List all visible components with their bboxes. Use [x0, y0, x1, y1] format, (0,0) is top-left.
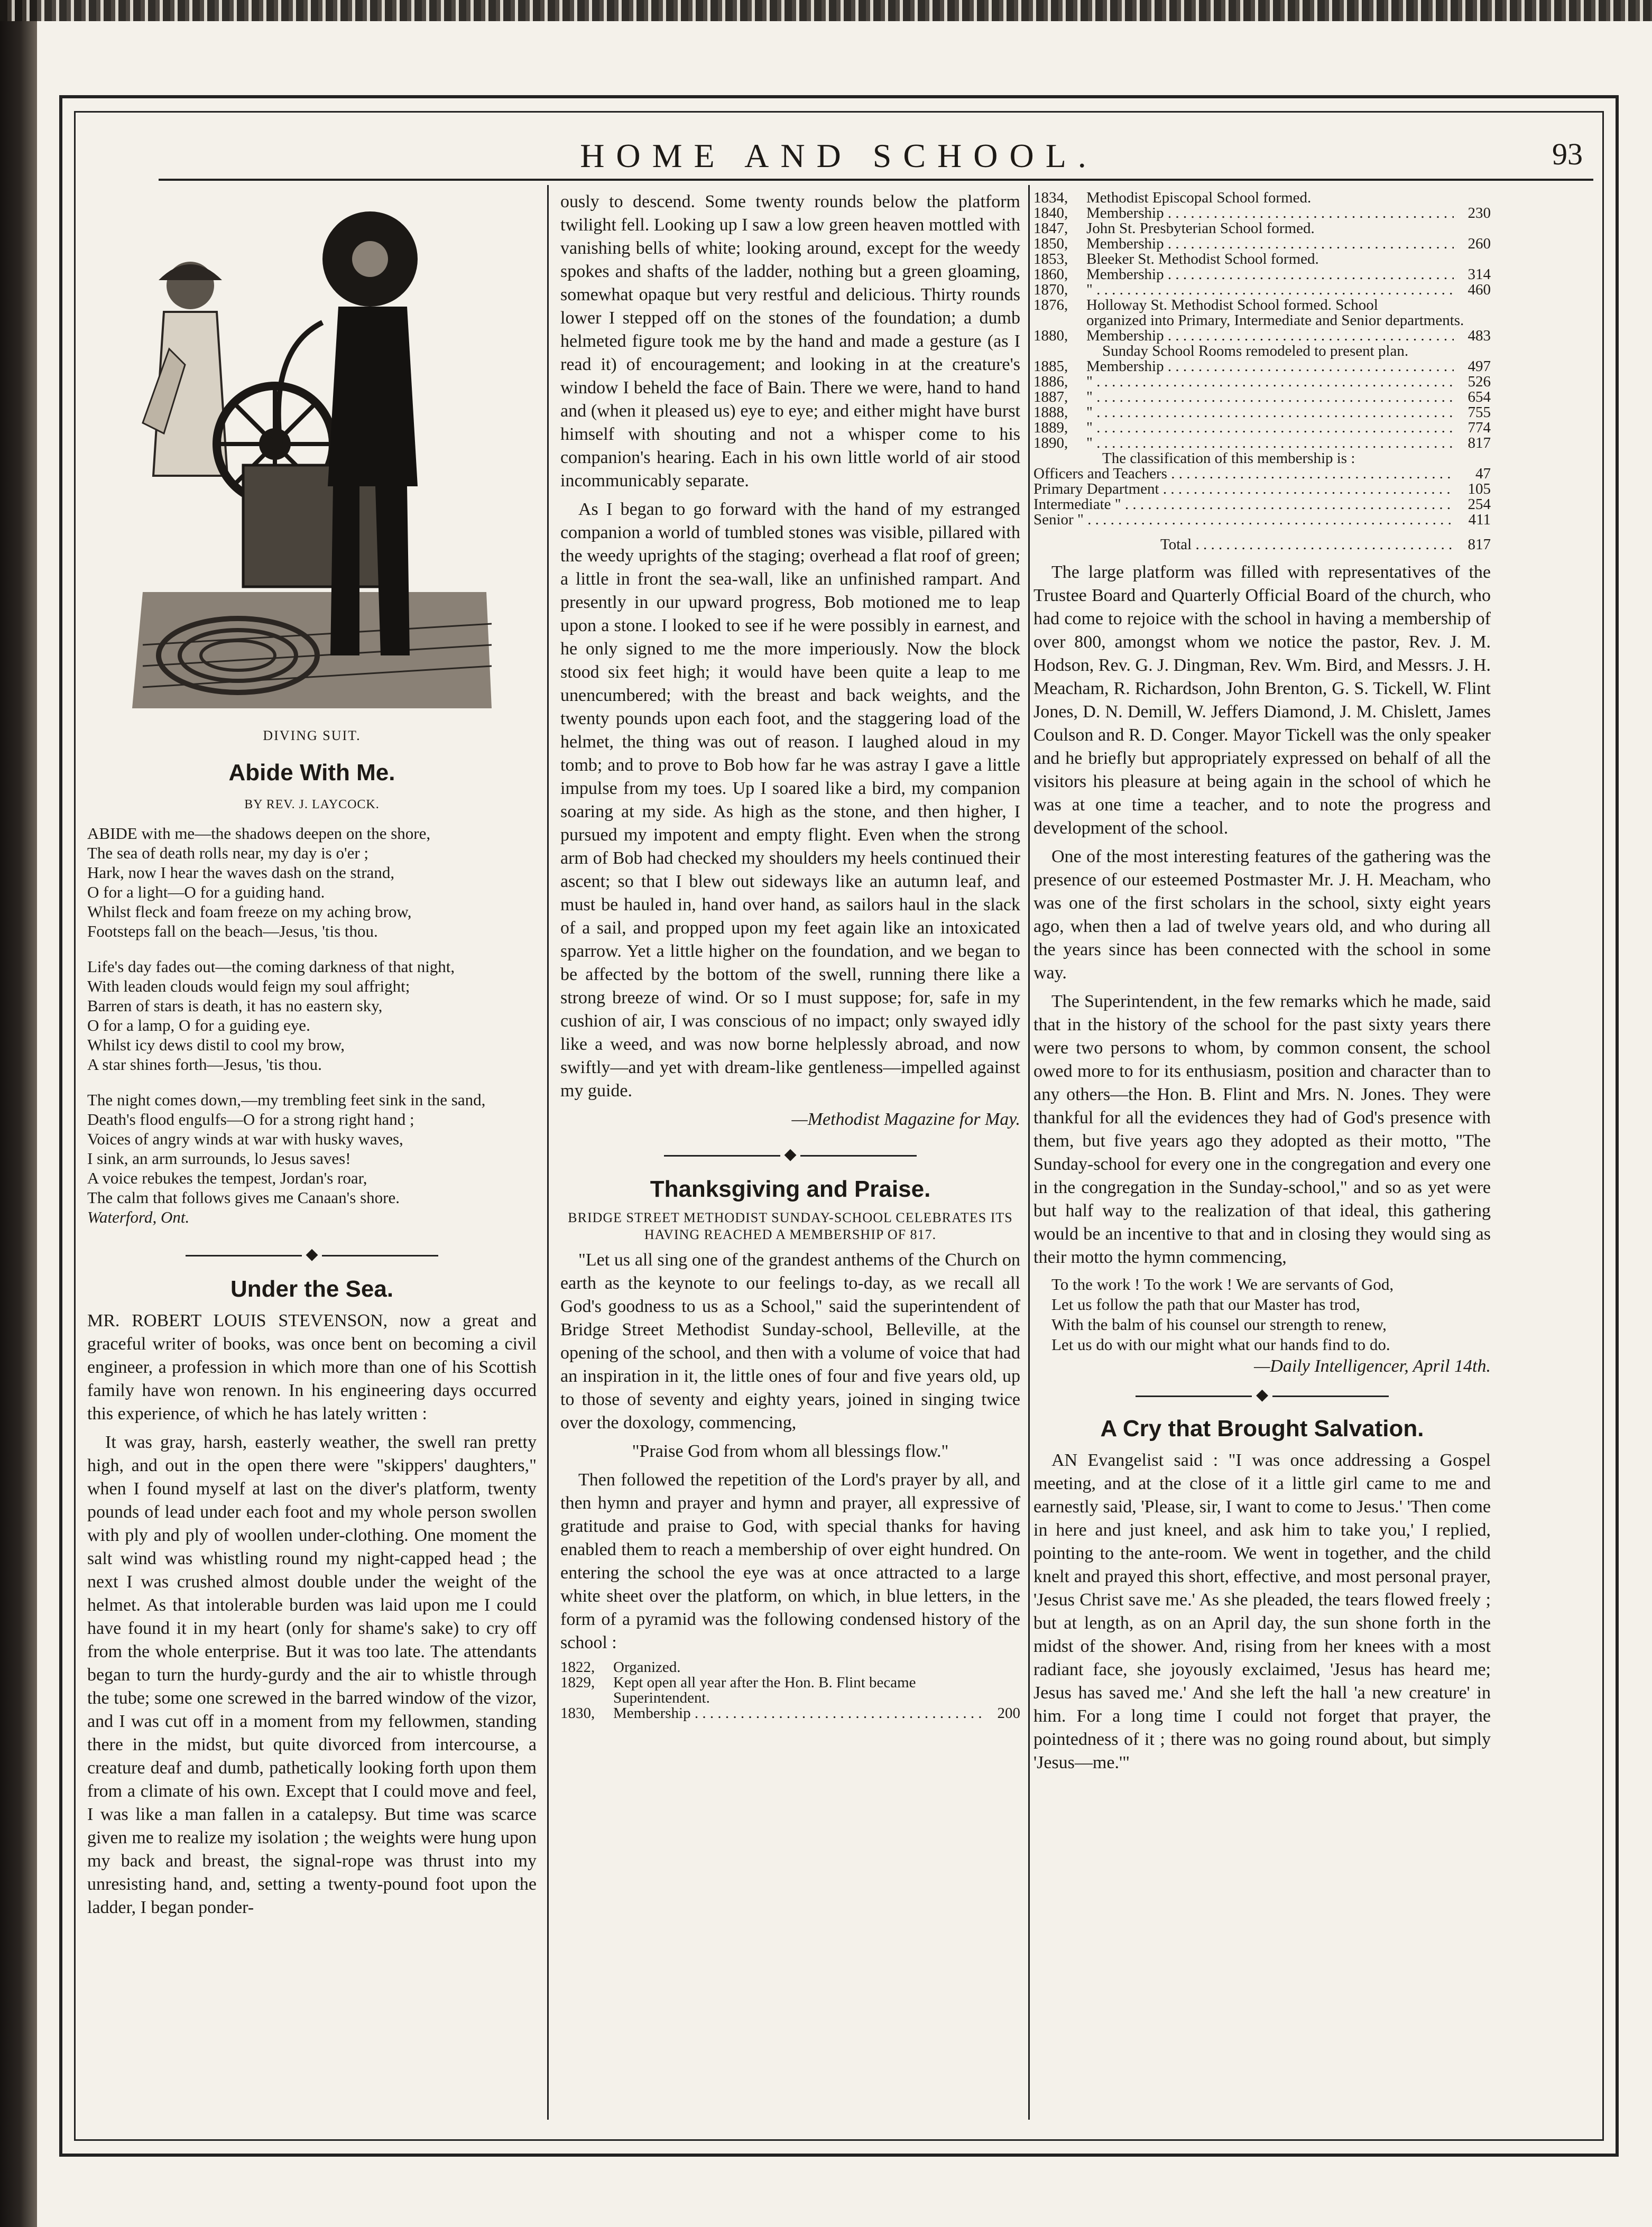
section-divider: ◆ [560, 1143, 1020, 1166]
column-rule-2 [1028, 185, 1030, 2120]
cry-paragraph: AN Evangelist said : "I was once addressing a Gospel meeting, and at the close of it a little girl came to me and earnestly said, 'Please, sir, I want to come to Jesus.' 'Then come in here and just kneel, and ask him to take you,' I replied, pointing to the ante-room. We went in together, and the child knelt and prayed this short, effective, and most personal prayer, 'Jesus Christ save me.' As she pleaded, the tears flowed freely ; but at length, as on an April day, the sun shone forth in the midst of the shower. And, rising from her knees with a most radiant face, she joyously exclaimed, 'Jesus has heard me; Jesus has saved me.' And she left the hall 'a new creature' in him. For a long time I could not forget that prayer, the pointedness of it ; there was no going round about, but simply 'Jesus—me.'" [1033, 1450, 1491, 1772]
history-note: Sunday School Rooms remodeled to present plan. [1102, 343, 1409, 359]
classification-row [1033, 512, 1491, 528]
thanksgiving-paragraph: The large platform was filled with representatives of the Trustee Board and Quarterly Official Board of the church, who had come to rejoice with the school in having a membership of over 800, amongst whom we notice the pastor, Rev. J. M. Hodson, Rev. G. J. Dingman, Rev. Wm. Bird, and Messrs. J. H. Meacham, R. Richardson, John Brenton, G. S. Tickell, W. Flint Jones, D. N. Demill, W. Jeffers Diamond, J. M. Chislett, James Coulson and R. D. Conger. Mayor Tickell was the only speaker and he briefly but appropriately expressed on behalf of all the visitors his pleasure at being again in the school of which he was at one time a teacher, and to note the progress and development of the school. [1033, 562, 1491, 838]
history-year: 1889, [1033, 419, 1068, 436]
history-label: " . . . [1086, 374, 1454, 390]
history-label: Membership . . . [1086, 328, 1454, 344]
hymn-verse [1033, 1274, 1491, 1355]
poem-line: A voice rebukes the tempest, Jordan's roar, [87, 1169, 367, 1187]
history-year: 1840, [1033, 205, 1068, 221]
classification-label: Intermediate " . . . [1033, 497, 1454, 512]
history-number: 755 [1468, 404, 1491, 421]
poem-line: Death's flood engulfs—O for a strong right hand ; [87, 1110, 414, 1129]
history-label: Membership . . . [1086, 359, 1454, 374]
history-number: 460 [1468, 281, 1491, 298]
history-year: 1870, [1033, 281, 1068, 298]
hymn-line: Let us follow the path that our Master has trod, [1051, 1295, 1360, 1314]
history-label: " . . . [1086, 390, 1454, 405]
classification-label: Primary Department . . . [1033, 482, 1454, 497]
history-row [1033, 206, 1491, 221]
history-row [560, 1660, 1020, 1675]
history-year: 1887, [1033, 389, 1068, 405]
hymn-line: To the work ! To the work ! We are servants of God, [1051, 1275, 1394, 1293]
history-label: Membership . . . [1086, 267, 1454, 282]
history-year: 1890, [1033, 435, 1068, 451]
total-row [1033, 537, 1491, 552]
poem-stanza [87, 957, 537, 1074]
poem-line: ABIDE with me—the shadows deepen on the shore, [87, 824, 431, 843]
history-row [1033, 374, 1491, 390]
illustration-caption: DIVING SUIT. [263, 728, 361, 743]
poem-line: Life's day fades out—the coming darkness of that night, [87, 957, 455, 976]
history-number: 497 [1468, 358, 1491, 375]
poem-line: The night comes down,—my trembling feet sink in the sand, [87, 1091, 486, 1109]
history-year: 1886, [1033, 373, 1068, 390]
thanksgiving-paragraph: One of the most interesting features of the gathering was the presence of our esteemed Postmaster Mr. J. H. Meacham, who was one of the first scholars in the school, sixty eight years ago, when then a lad of twelve years old, and who during all the years since has been connected with the school in some way. [1033, 847, 1491, 983]
classification-number: 254 [1468, 496, 1491, 513]
poem-body [87, 824, 537, 1227]
history-row [1033, 436, 1491, 451]
total-value: 817 [1468, 536, 1491, 553]
history-number: 817 [1468, 435, 1491, 451]
poem-stanza [87, 1090, 537, 1227]
poem-line: Barren of stars is death, it has no eastern sky, [87, 996, 383, 1015]
thanksgiving-paragraph: Then followed the repetition of the Lord's prayer by all, and then hymn and prayer and hymn and prayer, all expressive of gratitude and praise to God, with special thanks for having enabled them to reach a membership of over eight hundred. On entering the school the eye was at once attracted to a large white sheet over the platform, on which, in blue letters, in the form of a pyramid was the following condensed history of the school : [560, 1470, 1020, 1652]
history-label: " . . . [1086, 405, 1454, 420]
diver-engraving-icon [122, 190, 502, 719]
history-year: 1888, [1033, 404, 1068, 421]
doxology-line: "Praise God from whom all blessings flow." [632, 1441, 949, 1461]
history-number: 526 [1468, 373, 1491, 390]
history-year: 1830, [560, 1705, 595, 1722]
classification-row [1033, 482, 1491, 497]
classification-number: 105 [1468, 480, 1491, 497]
poem-line: A star shines forth—Jesus, 'tis thou. [87, 1055, 322, 1074]
section-divider: ◆ [1033, 1383, 1491, 1407]
history-continuation: Superintendent. [613, 1689, 710, 1706]
history-number: 200 [997, 1705, 1020, 1722]
under-sea-paragraph: ously to descend. Some twenty rounds below the platform twilight fell. Looking up I saw a low green heaven mottled with vanishing bells of white; looking around, except for the weedy spokes and shafts of the ladder, nothing but a green gloaming, somewhat opaque but very restful and delicious. Thirty rounds lower I stepped off on the stones of the foundation; a dumb helmeted figure took me by the hand and made a gesture (as I read it) of encouragement; and looking in at the creature's window I beheld the face of Bain. There we were, hand to hand and (when it pleased us) eye to eye; and either might have burst himself with shouting and not a whisper come to his companion's hearing. Each in his own little world of air stood incommunicably separate. [560, 192, 1020, 491]
poem-line: O for a lamp, O for a guiding eye. [87, 1016, 310, 1034]
column-3 [1033, 190, 1491, 1780]
history-row [1033, 298, 1491, 313]
history-row [1033, 390, 1491, 405]
history-label: Holloway St. Methodist School formed. School [1086, 298, 1378, 313]
history-row [1033, 282, 1491, 298]
hymn-line: With the balm of his counsel our strength to renew, [1051, 1315, 1387, 1334]
history-label: " . . . [1086, 420, 1454, 436]
poem-stanza [87, 824, 537, 941]
poem-byline: BY REV. J. LAYCOCK. [244, 798, 380, 811]
poem-line: Voices of angry winds at war with husky waves, [87, 1130, 403, 1148]
poem-line: The sea of death rolls near, my day is o'er ; [87, 844, 369, 862]
column-rule-1 [547, 185, 549, 2120]
history-year: 1850, [1033, 235, 1068, 252]
under-sea-paragraph: MR. ROBERT LOUIS STEVENSON, now a great and graceful writer of books, was once bent on becoming a civil engineer, a profession in which more than one of his Scottish family have won renown. In his engineering days occurred this experience, of which he has lately written : [87, 1311, 537, 1424]
history-year: 1834, [1033, 189, 1068, 206]
history-label: John St. Presbyterian School formed. [1086, 221, 1315, 236]
classification-label: Officers and Teachers . . . [1033, 466, 1454, 482]
cry-title: A Cry that Brought Salvation. [1100, 1416, 1424, 1441]
poem-line: O for a light—O for a guiding hand. [87, 883, 325, 901]
thanksgiving-attribution: —Daily Intelligencer, April 14th. [1254, 1356, 1491, 1376]
page-spine-shadow [0, 0, 37, 2227]
history-year: 1822, [560, 1659, 595, 1676]
history-year: 1885, [1033, 358, 1068, 375]
poem-line: Whilst fleck and foam freeze on my aching brow, [87, 902, 412, 921]
history-row [1033, 236, 1491, 252]
under-sea-paragraph: As I began to go forward with the hand of my estranged companion a world of tumbled stones was visible, pillared with the weedy uprights of the staging; overhead a flat roof of green; a little in front the sea-wall, like an unfinished rampart. And presently in our upward progress, Bob motioned me to leap upon a stone. I looked to see if he were possibly in earnest, and he only signed to me the more imperiously. Now the block stood six feet high; it would have been quite a leap to me unencumbered; with the breast and back weights, and the twenty pounds upon each foot, and the staggering load of the helmet, the thing was out of reason. I laughed aloud in my tomb; and to prove to Bob how far he was astray I gave a little impulse from my toes. Up I soared like a bird, my companion soaring at my side. As high as the stone, and then higher, I pursued my impotent and empty flight. Even when the strong arm of Bob had checked my shoulders my heels continued their ascent; so that I blew out sideways like an autumn leaf, and must be hauled in, hand over hand, as sailors haul in the slack of a sail, and propped upon my feet again like an intoxicated sparrow. Yet a little higher on the foundation, and we began to be affected by the bottom of the swell, running there like a strong breeze of wind. Or so I must suppose; for, safe in my cushion of air, I was conscious of no impact; only swayed idly like a weed, and was now borne helplessly abroad, and now swiftly—and yet with dream-like gentleness—impelled against my guide. [560, 500, 1020, 1101]
classification-note: The classification of this membership is : [1102, 450, 1355, 467]
poem-line: Hark, now I hear the waves dash on the strand, [87, 863, 395, 882]
history-number: 314 [1468, 266, 1491, 283]
classification-number: 47 [1475, 465, 1491, 482]
masthead-title: HOME AND SCHOOL. [580, 137, 1098, 174]
history-table-part-2 [1033, 190, 1491, 552]
history-row [1033, 221, 1491, 236]
history-number: 260 [1468, 235, 1491, 252]
page-number: 93 [1552, 137, 1583, 171]
history-year: 1860, [1033, 266, 1068, 283]
history-year: 1876, [1033, 297, 1068, 313]
column-1 [87, 190, 537, 1925]
under-sea-title: Under the Sea. [230, 1276, 394, 1302]
history-label: " . . . [1086, 282, 1454, 298]
history-year: 1847, [1033, 220, 1068, 237]
poem-line: I sink, an arm surrounds, lo Jesus saves! [87, 1149, 351, 1168]
history-row [1033, 252, 1491, 267]
header-rule [159, 179, 1593, 181]
history-number: 230 [1468, 205, 1491, 221]
poem-line: The calm that follows gives me Canaan's shore. [87, 1188, 400, 1207]
history-year: 1829, [560, 1674, 595, 1691]
poem-line: Footsteps fall on the beach—Jesus, 'tis thou. [87, 922, 378, 940]
history-label: Membership . . . [1086, 206, 1454, 221]
poem-signoff: Waterford, Ont. [87, 1208, 190, 1226]
classification-row [1033, 466, 1491, 482]
history-year: 1880, [1033, 327, 1068, 344]
total-label: Total . . . [1160, 537, 1454, 552]
history-row [1033, 359, 1491, 374]
history-row [560, 1706, 1020, 1721]
poem-line: Whilst icy dews distil to cool my brow, [87, 1036, 345, 1054]
history-row [1033, 328, 1491, 344]
history-year: 1853, [1033, 251, 1068, 267]
history-row [1033, 190, 1491, 206]
under-sea-attribution: —Methodist Magazine for May. [791, 1110, 1020, 1129]
history-continuation: organized into Primary, Intermediate and Senior departments. [1086, 312, 1464, 329]
poem-line: With leaden clouds would feign my soul affright; [87, 977, 410, 995]
history-row [1033, 420, 1491, 436]
thanksgiving-paragraph: The Superintendent, in the few remarks which he made, said that in the history of the school for the past sixty years there were two persons to whom, by common consent, the school owed more to for its enthusiasm, position and character than to any others—the Hon. B. Flint and Mrs. N. Jones. They were thankful for all the evidences they had of God's presence with them, but five years ago they adopted as their motto, "The Sunday-school for every one in the congregation and every one in the congregation in the Sunday-school," and so as yet were but half way to the realization of that ideal, this gathering would be an incentive to that and in closing they would sing as their motto the hymn commencing, [1033, 992, 1491, 1267]
thanksgiving-title: Thanksgiving and Praise. [650, 1176, 931, 1202]
history-number: 654 [1468, 389, 1491, 405]
poem-title: Abide With Me. [228, 760, 395, 786]
history-label: Membership . . . [613, 1706, 983, 1721]
history-row [560, 1675, 1020, 1690]
history-label: Methodist Episcopal School formed. [1086, 190, 1312, 206]
history-number: 774 [1468, 419, 1491, 436]
history-row [1033, 405, 1491, 420]
classification-label: Senior " . . . [1033, 512, 1454, 528]
column-2 [560, 190, 1020, 1721]
history-label: Kept open all year after the Hon. B. Flint became [613, 1675, 916, 1690]
thanksgiving-subhead: BRIDGE STREET METHODIST SUNDAY-SCHOOL CELEBRATES ITS HAVING REACHED A MEMBERSHIP OF 817. [568, 1210, 1013, 1242]
thanksgiving-paragraph: "Let us all sing one of the grandest anthems of the Church on earth as the keynote to our feelings to-day, as we recall all God's goodness to us as a School," said the superintendent of Bridge Street Methodist Sunday-school, Belleville, at the opening of the school, and then with a volume of voice that had an inspiration in it, the little ones of four and five years old, up to those of seventy and eighty years, joined in singing twice over the doxology, commencing, [560, 1250, 1020, 1433]
history-row [1033, 267, 1491, 282]
classification-number: 411 [1468, 511, 1491, 528]
history-label: Membership . . . [1086, 236, 1454, 252]
hymn-line: Let us do with our might what our hands find to do. [1051, 1335, 1390, 1354]
history-label: Bleeker St. Methodist School formed. [1086, 252, 1319, 267]
classification-row [1033, 497, 1491, 512]
history-label: Organized. [613, 1660, 681, 1675]
history-table-part-1 [560, 1660, 1020, 1721]
under-sea-paragraph: It was gray, harsh, easterly weather, the swell ran pretty high, and out in the open there were "skippers' daughters," when I found myself at last on the diver's platform, twenty pounds of lead under each foot and my whole person swollen with ply and ply of woollen under-clothing. One moment the salt wind was whistling round my night-capped head ; the next I was crushed almost double under the weight of the helmet. As that intolerable burden was laid upon me I could have found it in my heart (only for shame's sake) to cry off from the whole enterprise. But it was too late. The attendants began to turn the hurdy-gurdy and the air to whistle through the tube; some one screwed in the barred window of the vizor, and I was cut off in a moment from my fellowmen, standing there in the midst, but quite divorced from intercourse, a creature deaf and dumb, pathetically looking forth upon them from a climate of his own. Except that I could move and feel, I was like a man fallen in a catalepsy. But time was scarce given me to realize my isolation ; the weights were hung upon my back and breast, the signal-rope was thrust into my unresisting hand, and, setting a twenty-pound foot upon the ladder, I began ponder- [87, 1433, 537, 1917]
running-header [74, 127, 1604, 180]
section-divider: ◆ [87, 1243, 537, 1266]
page-top-edge [0, 0, 1652, 21]
history-label: " . . . [1086, 436, 1454, 451]
history-number: 483 [1468, 327, 1491, 344]
